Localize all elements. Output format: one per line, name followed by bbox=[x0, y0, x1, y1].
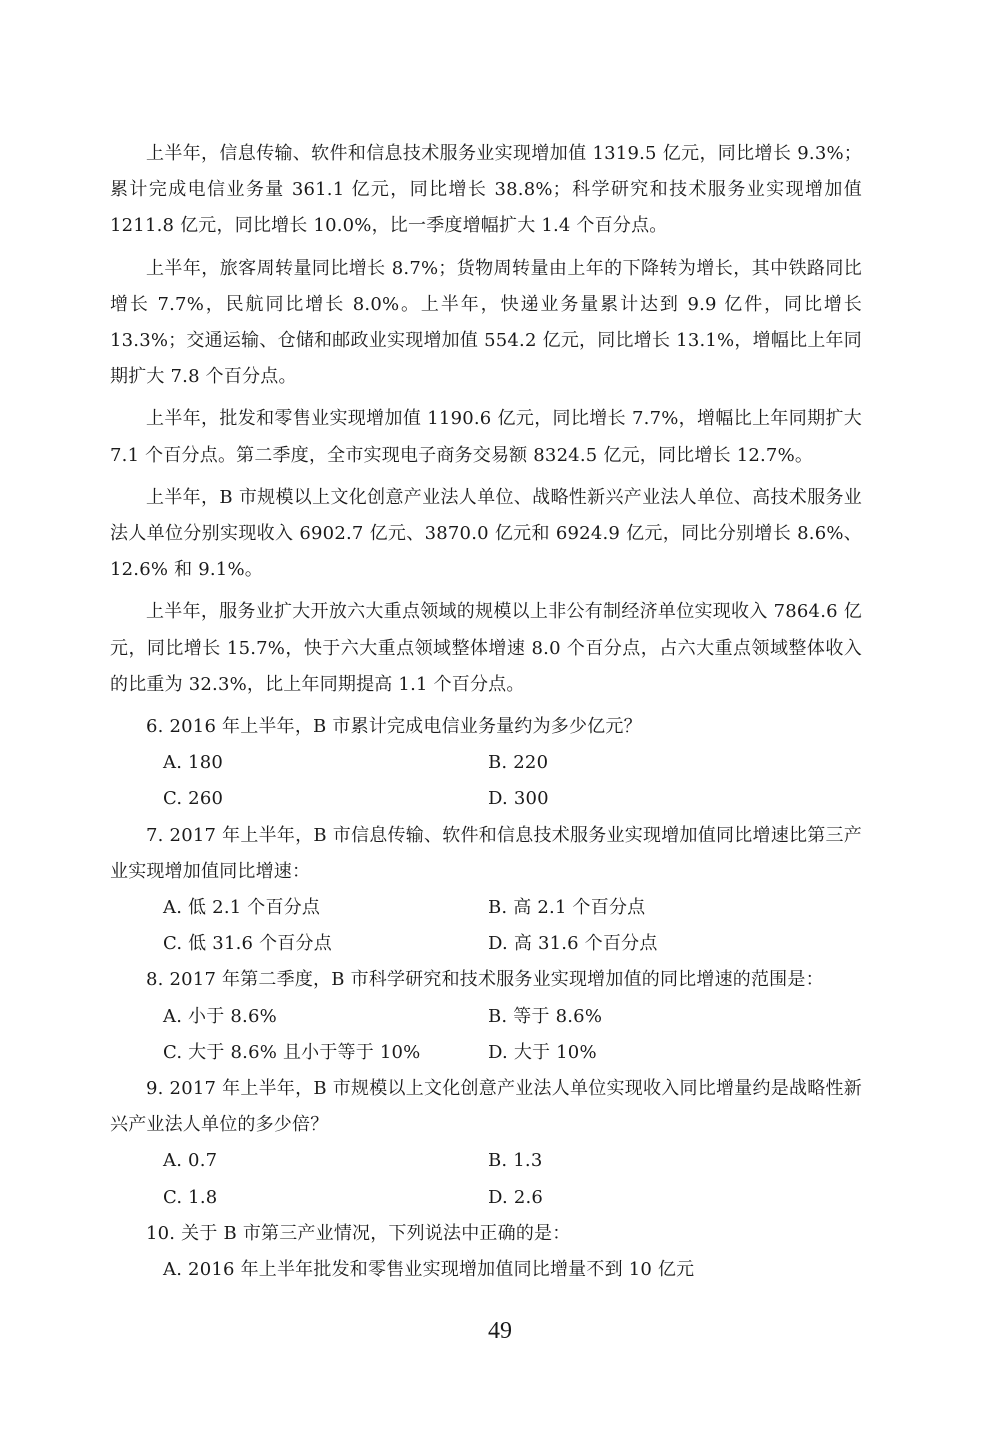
option-c: C. 260 bbox=[163, 788, 224, 810]
option-list bbox=[110, 745, 862, 817]
option-b: B. 高 2.1 个百分点 bbox=[488, 897, 646, 919]
question-8 bbox=[110, 962, 862, 1071]
option-c: C. 1.8 bbox=[163, 1186, 218, 1208]
question-stem: 8. 2017 年第二季度，B 市科学研究和技术服务业实现增加值的同比增速的范围是： bbox=[146, 969, 824, 991]
document-page bbox=[110, 136, 862, 1288]
option-a: A. 180 bbox=[163, 752, 223, 774]
option-a: A. 低 2.1 个百分点 bbox=[163, 897, 321, 919]
paragraph-transport: 上半年，旅客周转量同比增长 8.7%；货物周转量由上年的下降转为增长，其中铁路同比增长 7.7%，民航同比增长 8.0%。上半年，快递业务量累计达到 9.9 亿件，同比增长 13.3%；交通运输、仓储和邮政业实现增加值 554.2 亿元，同比增长 13.1%，增幅比上年同期扩大 7.8 个百分点。 bbox=[110, 257, 862, 388]
question-10 bbox=[110, 1216, 862, 1288]
option-d: D. 2.6 bbox=[488, 1186, 544, 1208]
question-stem: 10. 关于 B 市第三产业情况，下列说法中正确的是： bbox=[146, 1222, 571, 1244]
paragraph-retail: 上半年，批发和零售业实现增加值 1190.6 亿元，同比增长 7.7%，增幅比上年同期扩大 7.1 个百分点。第二季度，全市实现电子商务交易额 8324.5 亿元，同比增长 12.7%。 bbox=[110, 408, 862, 466]
option-d: D. 高 31.6 个百分点 bbox=[488, 933, 658, 955]
option-a: A. 0.7 bbox=[163, 1150, 218, 1172]
option-a: A. 小于 8.6% bbox=[163, 1005, 277, 1027]
question-stem: 6. 2016 年上半年，B 市累计完成电信业务量约为多少亿元？ bbox=[146, 716, 642, 738]
option-b: B. 等于 8.6% bbox=[488, 1005, 603, 1027]
question-stem: 9. 2017 年上半年，B 市规模以上文化创意产业法人单位实现收入同比增量约是战略性新兴产业法人单位的多少倍？ bbox=[110, 1078, 862, 1136]
option-list bbox=[110, 999, 862, 1071]
question-stem: 7. 2017 年上半年，B 市信息传输、软件和信息技术服务业实现增加值同比增速比第三产业实现增加值同比增速： bbox=[110, 824, 862, 882]
option-b: B. 220 bbox=[488, 752, 549, 774]
option-list bbox=[110, 1143, 862, 1215]
paragraph-it-services: 上半年，信息传输、软件和信息技术服务业实现增加值 1319.5 亿元，同比增长 9.3%；累计完成电信业务量 361.1 亿元，同比增长 38.8%；科学研究和技术服务业实现增加值 1211.8 亿元，同比增长 10.0%，比一季度增幅扩大 1.4 个百分点。 bbox=[110, 143, 862, 237]
paragraph-service-opening: 上半年，服务业扩大开放六大重点领域的规模以上非公有制经济单位实现收入 7864.6 亿元，同比增长 15.7%，快于六大重点领域整体增速 8.0 个百分点，占六大重点领域整体收入的比重为 32.3%，比上年同期提高 1.1 个百分点。 bbox=[110, 601, 862, 695]
option-c: C. 低 31.6 个百分点 bbox=[163, 933, 332, 955]
option-d: D. 大于 10% bbox=[488, 1041, 597, 1063]
page-number: 49 bbox=[488, 1318, 512, 1344]
question-9 bbox=[110, 1071, 862, 1216]
option-d: D. 300 bbox=[488, 788, 549, 810]
question-7 bbox=[110, 818, 862, 963]
option-c: C. 大于 8.6% 且小于等于 10% bbox=[163, 1041, 421, 1063]
paragraph-cultural-industries: 上半年，B 市规模以上文化创意产业法人单位、战略性新兴产业法人单位、高技术服务业法人单位分别实现收入 6902.7 亿元、3870.0 亿元和 6924.9 亿元，同比分别增长 8.6%、12.6% 和 9.1%。 bbox=[110, 486, 862, 581]
option-list bbox=[110, 1252, 862, 1288]
question-6 bbox=[110, 709, 862, 818]
option-a: A. 2016 年上半年批发和零售业实现增加值同比增量不到 10 亿元 bbox=[163, 1259, 695, 1281]
option-b: B. 1.3 bbox=[488, 1150, 543, 1172]
option-list bbox=[110, 890, 862, 962]
